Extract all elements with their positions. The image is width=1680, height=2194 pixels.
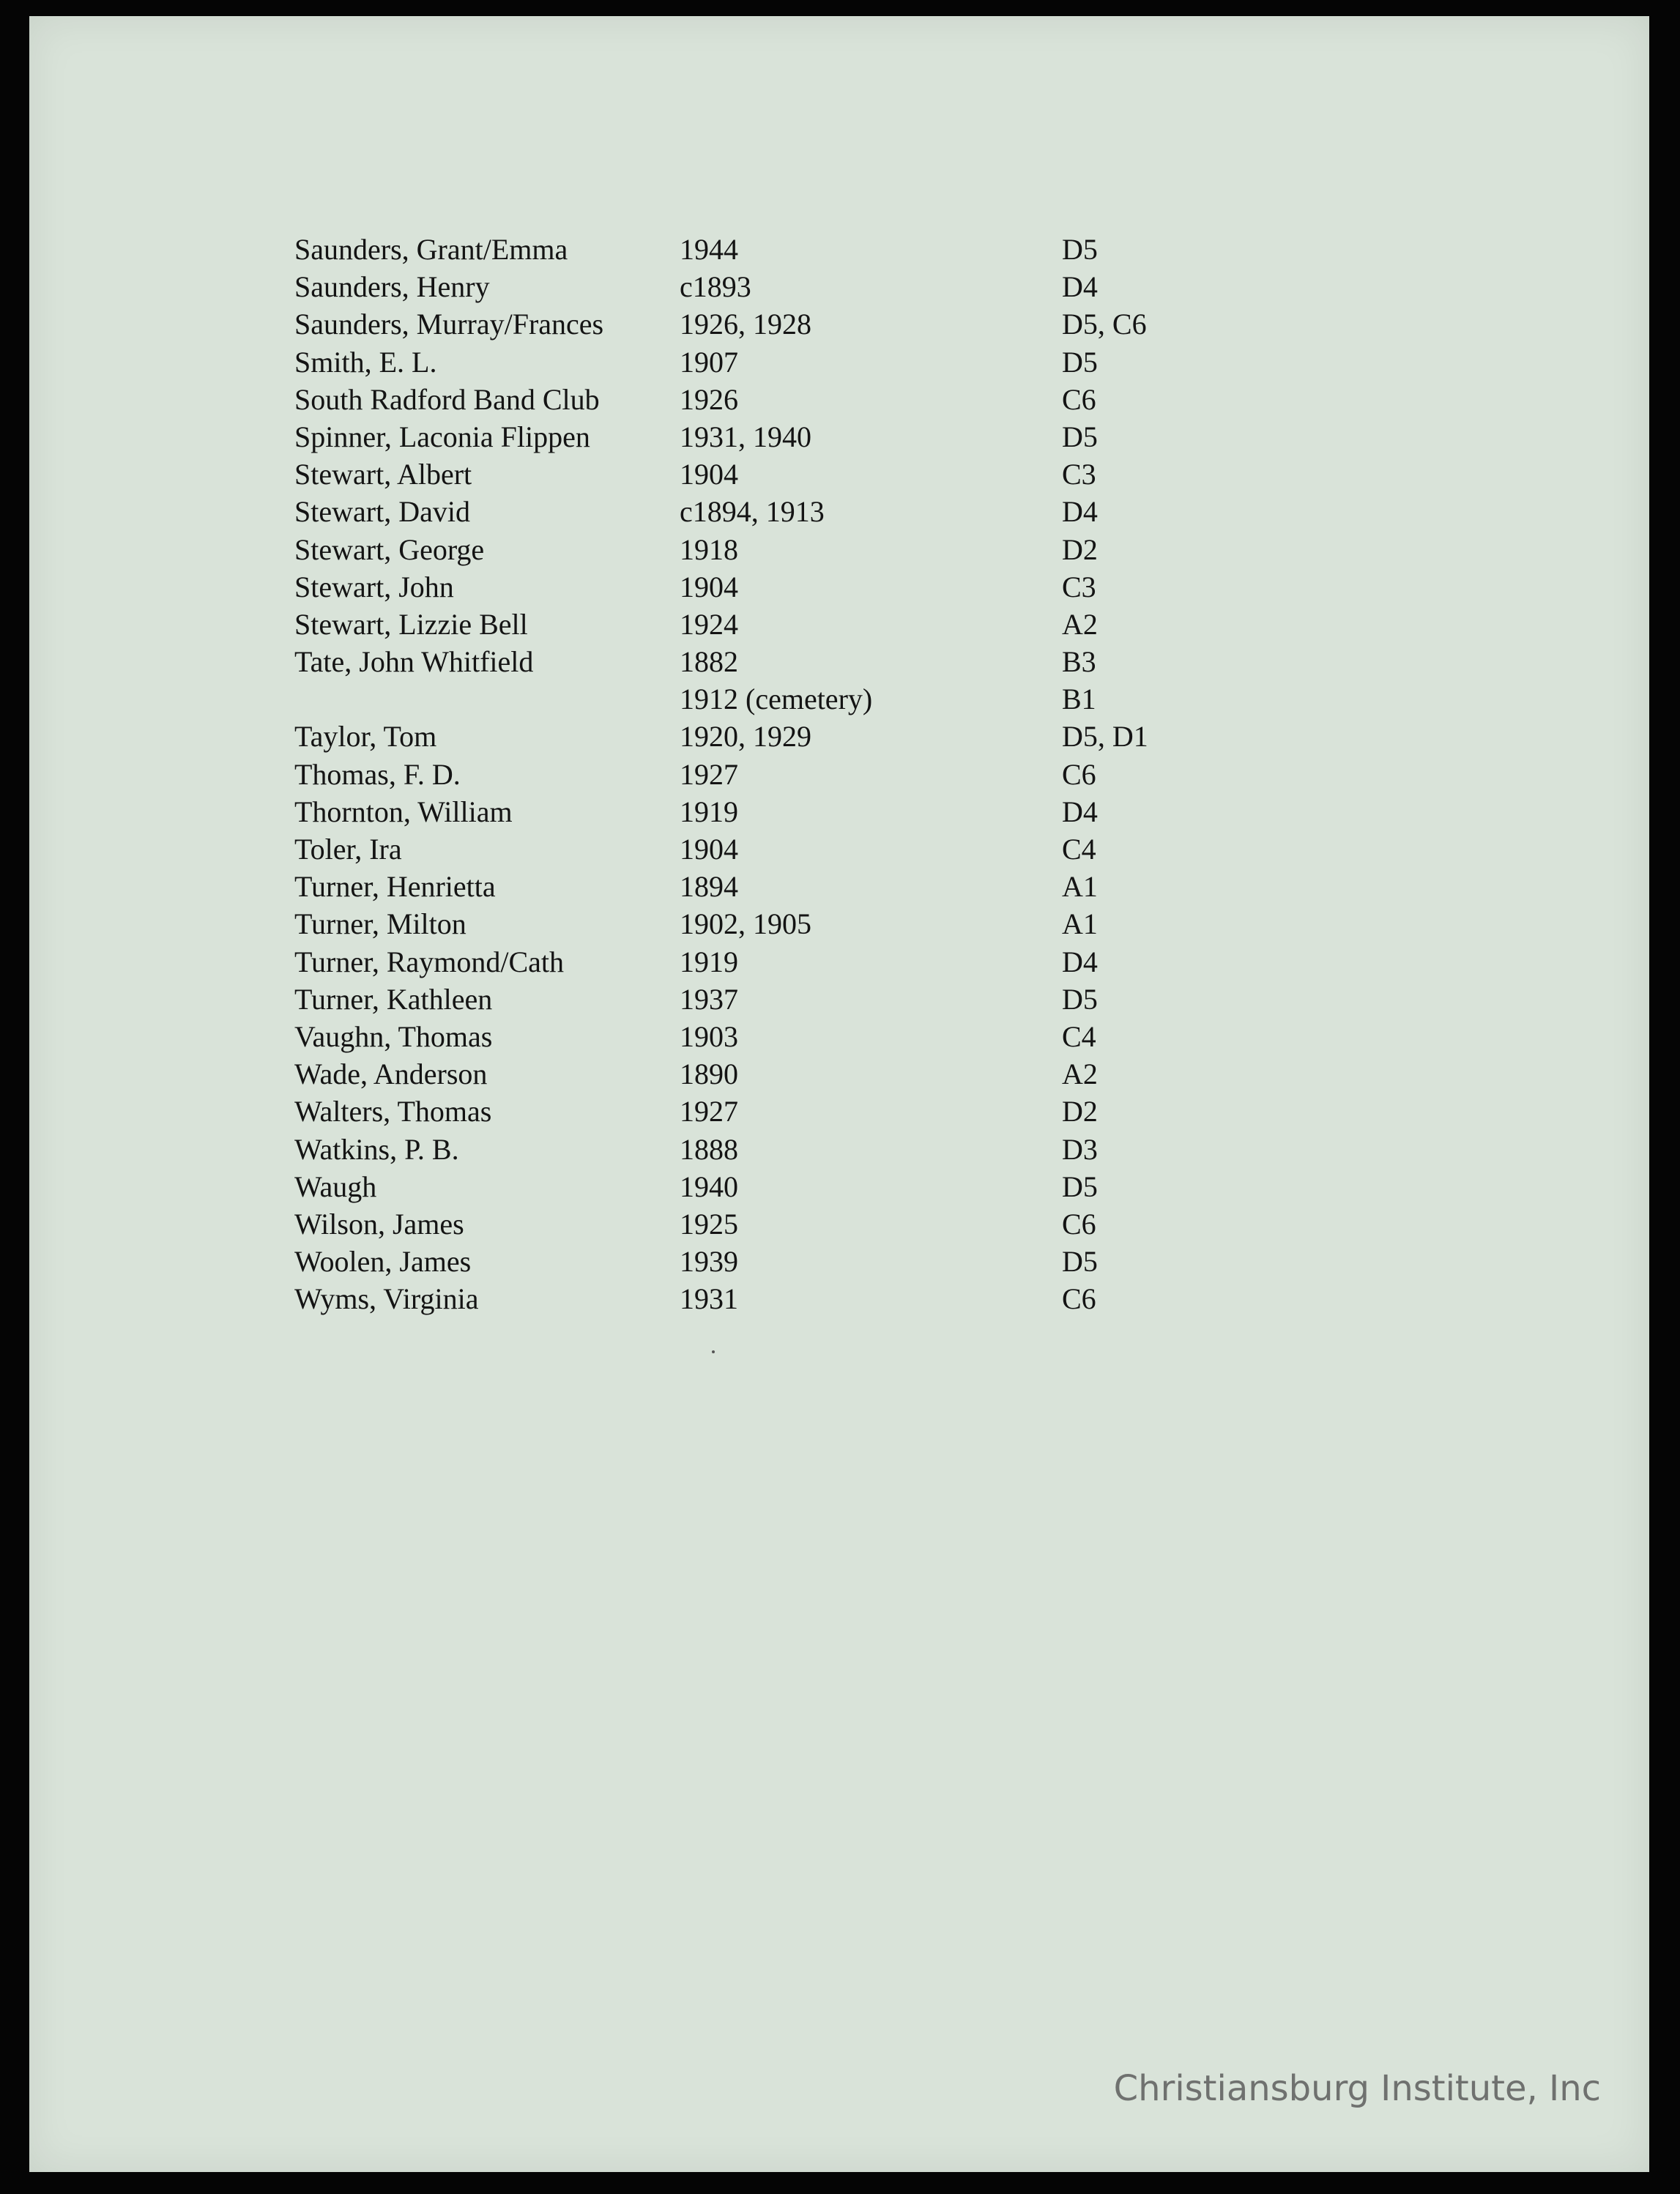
- name-cell: Woolen, James: [294, 1245, 472, 1279]
- location-cell: D5: [1062, 982, 1098, 1016]
- year-cell: 1926, 1928: [680, 308, 811, 341]
- name-cell: Turner, Milton: [294, 907, 467, 941]
- name-cell: Wilson, James: [294, 1207, 464, 1241]
- name-cell: Thornton, William: [294, 795, 513, 828]
- location-cell: B3: [1062, 645, 1096, 679]
- year-cell: 1888: [680, 1132, 738, 1166]
- year-cell: 1894: [680, 870, 738, 904]
- year-cell: 1904: [680, 458, 738, 491]
- location-cell: D2: [1062, 532, 1098, 566]
- name-cell: Stewart, George: [294, 532, 485, 566]
- name-cell: Saunders, Henry: [294, 270, 490, 304]
- name-cell: Wyms, Virginia: [294, 1282, 479, 1316]
- name-cell: Turner, Raymond/Cath: [294, 945, 565, 978]
- location-cell: D5: [1062, 420, 1098, 453]
- name-cell: Turner, Henrietta: [294, 870, 496, 904]
- location-cell: A2: [1062, 607, 1098, 641]
- name-cell: Waugh: [294, 1169, 377, 1203]
- location-cell: C6: [1062, 1207, 1096, 1241]
- year-cell: 1925: [680, 1207, 738, 1241]
- year-cell: 1907: [680, 345, 738, 379]
- location-cell: D2: [1062, 1095, 1098, 1128]
- location-cell: D4: [1062, 795, 1098, 828]
- watermark: Christiansburg Institute, Inc: [1113, 2068, 1601, 2109]
- name-cell: Stewart, Albert: [294, 458, 472, 491]
- year-cell: 1939: [680, 1245, 738, 1279]
- location-cell: D4: [1062, 270, 1098, 304]
- year-cell: 1940: [680, 1169, 738, 1203]
- location-cell: D5, C6: [1062, 308, 1147, 341]
- location-cell: C6: [1062, 757, 1096, 791]
- document-page: [29, 16, 1649, 2172]
- year-cell: 1919: [680, 795, 738, 828]
- name-cell: Stewart, John: [294, 570, 454, 603]
- year-cell: 1904: [680, 833, 738, 866]
- year-cell: c1893: [680, 270, 751, 304]
- name-cell: Watkins, P. B.: [294, 1132, 459, 1166]
- paper-speck: [712, 1350, 715, 1353]
- location-cell: D5: [1062, 233, 1098, 266]
- location-cell: D4: [1062, 495, 1098, 529]
- location-cell: C3: [1062, 570, 1096, 603]
- year-cell: 1890: [680, 1057, 738, 1091]
- year-cell: 1927: [680, 1095, 738, 1128]
- name-cell: Smith, E. L.: [294, 345, 437, 379]
- name-cell: Walters, Thomas: [294, 1095, 492, 1128]
- name-cell: Thomas, F. D.: [294, 757, 461, 791]
- name-cell: Turner, Kathleen: [294, 982, 493, 1016]
- year-cell: 1882: [680, 645, 738, 679]
- location-cell: D3: [1062, 1132, 1098, 1166]
- location-cell: D5: [1062, 345, 1098, 379]
- name-cell: Saunders, Murray/Frances: [294, 308, 604, 341]
- year-cell: 1926: [680, 382, 738, 416]
- name-cell: Wade, Anderson: [294, 1057, 488, 1091]
- location-cell: D4: [1062, 945, 1098, 978]
- location-cell: A2: [1062, 1057, 1098, 1091]
- location-cell: A1: [1062, 907, 1098, 941]
- location-cell: C3: [1062, 458, 1096, 491]
- location-cell: C6: [1062, 1282, 1096, 1316]
- name-cell: Stewart, David: [294, 495, 470, 529]
- name-cell: Toler, Ira: [294, 833, 402, 866]
- name-cell: South Radford Band Club: [294, 382, 600, 416]
- year-cell: 1937: [680, 982, 738, 1016]
- location-cell: D5: [1062, 1245, 1098, 1279]
- year-cell: 1924: [680, 607, 738, 641]
- location-cell: A1: [1062, 870, 1098, 904]
- year-cell: 1931: [680, 1282, 738, 1316]
- location-cell: D5, D1: [1062, 720, 1148, 754]
- year-cell: 1902, 1905: [680, 907, 811, 941]
- year-cell: 1944: [680, 233, 738, 266]
- year-cell: c1894, 1913: [680, 495, 825, 529]
- location-cell: C4: [1062, 1019, 1096, 1053]
- name-cell: Taylor, Tom: [294, 720, 437, 754]
- location-cell: C4: [1062, 833, 1096, 866]
- year-cell: 1919: [680, 945, 738, 978]
- location-cell: C6: [1062, 382, 1096, 416]
- name-cell: Stewart, Lizzie Bell: [294, 607, 528, 641]
- location-cell: B1: [1062, 683, 1096, 716]
- year-cell: 1912 (cemetery): [680, 683, 873, 716]
- year-cell: 1927: [680, 757, 738, 791]
- name-cell: Tate, John Whitfield: [294, 645, 534, 679]
- name-cell: Saunders, Grant/Emma: [294, 233, 568, 266]
- year-cell: 1904: [680, 570, 738, 603]
- year-cell: 1918: [680, 532, 738, 566]
- year-cell: 1931, 1940: [680, 420, 811, 453]
- year-cell: 1920, 1929: [680, 720, 811, 754]
- location-cell: D5: [1062, 1169, 1098, 1203]
- year-cell: 1903: [680, 1019, 738, 1053]
- name-cell: Spinner, Laconia Flippen: [294, 420, 590, 453]
- name-cell: Vaughn, Thomas: [294, 1019, 493, 1053]
